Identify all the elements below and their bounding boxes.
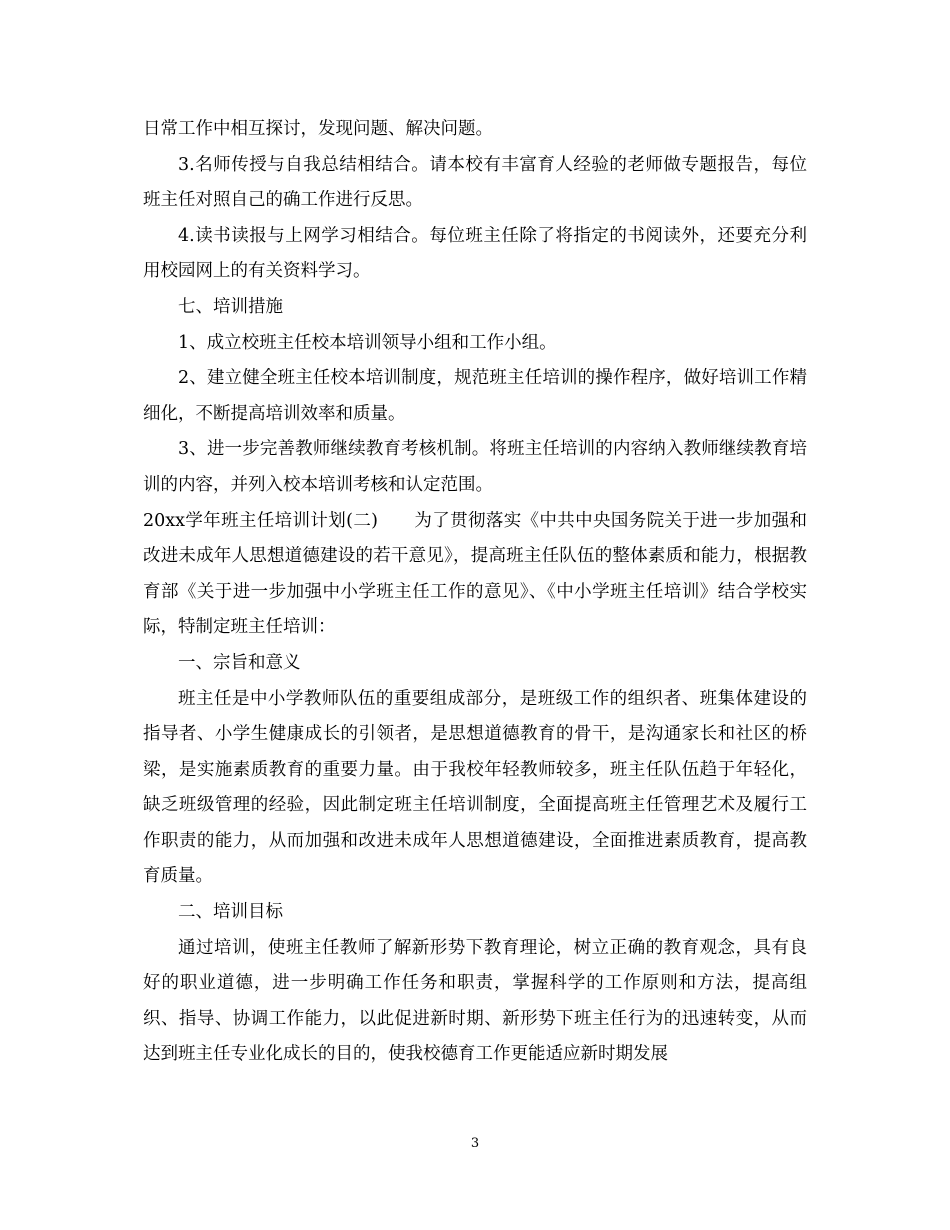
paragraph-continuation: 日常工作中相互探讨，发现问题、解决问题。 <box>143 119 493 139</box>
paragraph-measure-3: 3、进一步完善教师继续教育考核机制。将班主任培训的内容纳入教师继续教育培训的内容，并列入校本培训考核和认定范围。 <box>143 439 807 495</box>
paragraph-goals: 通过培训，使班主任教师了解新形势下教育理论，树立正确的教育观念，具有良好的职业道德，进一步明确工作任务和职责，掌握科学的工作原则和方法，提高组织、指导、协调工作能力，以此促进新时期、新形势下班主任行为的迅速转变，从而达到班主任专业化成长的目的，使我校德育工作更能适应新时期发展 <box>143 937 807 1065</box>
paragraph-purpose: 班主任是中小学教师队伍的重要组成部分，是班级工作的组织者、班集体建设的指导者、小学生健康成长的引领者，是思想道德教育的骨干，是沟通家长和社区的桥梁，是实施素质教育的重要力量。由于我校年轻教师较多，班主任队伍趋于年轻化，缺乏班级管理的经验，因此制定班主任培训制度，全面提高班主任管理艺术及履行工作职责的能力，从而加强和改进未成年人思想道德建设，全面推进素质教育，提高教育质量。 <box>143 688 807 887</box>
section-heading-goals: 二、培训目标 <box>178 902 283 923</box>
section-heading-measures: 七、培训措施 <box>178 296 283 317</box>
plan-two-intro: 为了贯彻落实《中共中央国务院关于进一步加强和改进未成年人思想道德建设的若干意见》，提高班主任队伍的整体素质和能力，根据教育部《关于进一步加强中小学班主任工作的意见》、《中小学班主任培训》结合学校实际，特制定班主任培训： <box>143 510 807 638</box>
paragraph-method-4: 4.读书读报与上网学习相结合。每位班主任除了将指定的书阅读外，还要充分利用校园网上的有关资料学习。 <box>143 225 807 282</box>
paragraph-measure-2: 2、建立健全班主任校本培训制度，规范班主任培训的操作程序，做好培训工作精细化，不断提高培训效率和质量。 <box>143 368 807 424</box>
document-body <box>143 112 807 1073</box>
paragraph-measure-1: 1、成立校班主任校本培训领导小组和工作小组。 <box>178 332 557 353</box>
plan-two-heading: 20xx学年班主任培训计划(二) <box>143 510 379 531</box>
paragraph-plan-two <box>143 504 807 646</box>
paragraph-method-3: 3.名师传授与自我总结相结合。请本校有丰富育人经验的老师做专题报告，每位班主任对照自己的确工作进行反思。 <box>143 154 807 211</box>
page-number: 3 <box>470 1136 480 1151</box>
section-heading-purpose: 一、宗旨和意义 <box>178 652 301 673</box>
